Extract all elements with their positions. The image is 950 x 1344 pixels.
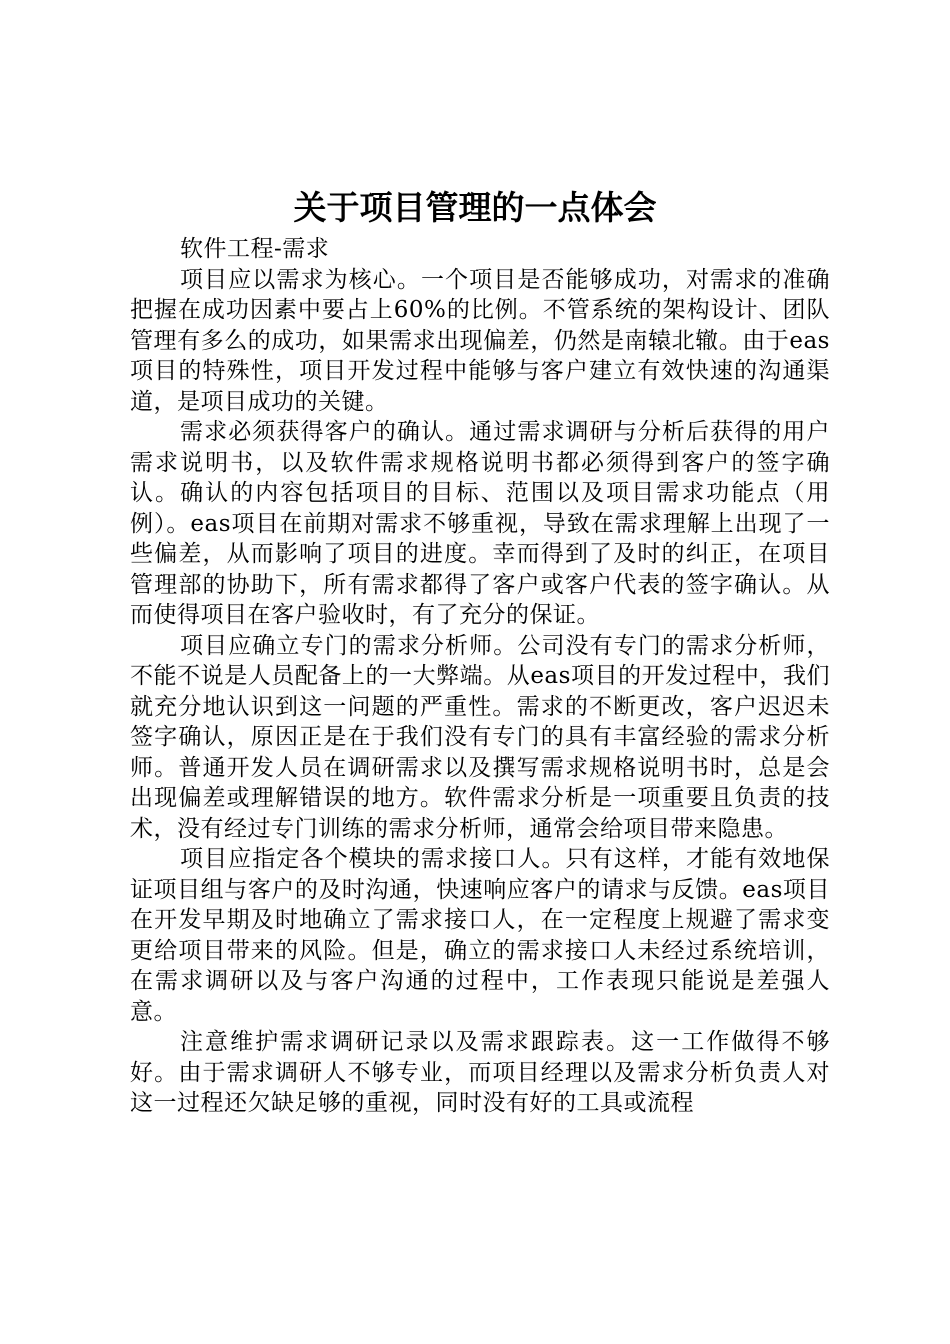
section-heading: 软件工程-需求 xyxy=(180,236,330,262)
paragraph: 项目应指定各个模块的需求接口人。只有这样，才能有效地保证项目组与客户的及时沟通，快速响应客户的请求与反馈。eas项目在开发早期及时地确立了需求接口人，在一定程度上规避了需求变更给项目带来的风险。但是，确立的需求接口人未经过系统培训，在需求调研以及与客户沟通的过程中，工作表现只能说是差强人意。 xyxy=(130,846,830,1025)
document-body xyxy=(130,234,830,1119)
paragraph: 项目应确立专门的需求分析师。公司没有专门的需求分析师，不能不说是人员配备上的一大弊端。从eas项目的开发过程中，我们就充分地认识到这一问题的严重性。需求的不断更改，客户迟迟未签字确认，原因正是在于我们没有专门的具有丰富经验的需求分析师。普通开发人员在调研需求以及撰写需求规格说明书时，总是会出现偏差或理解错误的地方。软件需求分析是一项重要且负责的技术，没有经过专门训练的需求分析师，通常会给项目带来隐患。 xyxy=(130,632,830,842)
paragraph: 项目应以需求为核心。一个项目是否能够成功，对需求的准确把握在成功因素中要占上60%的比例。不管系统的架构设计、团队管理有多么的成功，如果需求出现偏差，仍然是南辕北辙。由于eas项目的特殊性，项目开发过程中能够与客户建立有效快速的沟通渠道，是项目成功的关键。 xyxy=(130,266,830,415)
document-title: 关于项目管理的一点体会 xyxy=(293,188,657,227)
paragraph: 需求必须获得客户的确认。通过需求调研与分析后获得的用户需求说明书，以及软件需求规格说明书都必须得到客户的签字确认。确认的内容包括项目的目标、范围以及项目需求功能点（用例）。eas项目在前期对需求不够重视，导致在需求理解上出现了一些偏差，从而影响了项目的进度。幸而得到了及时的纠正，在项目管理部的协助下，所有需求都得了客户或客户代表的签字确认。从而使得项目在客户验收时，有了充分的保证。 xyxy=(130,419,830,628)
paragraph: 注意维护需求调研记录以及需求跟踪表。这一工作做得不够好。由于需求调研人不够专业，而项目经理以及需求分析负责人对这一过程还欠缺足够的重视，同时没有好的工具或流程 xyxy=(130,1029,830,1116)
